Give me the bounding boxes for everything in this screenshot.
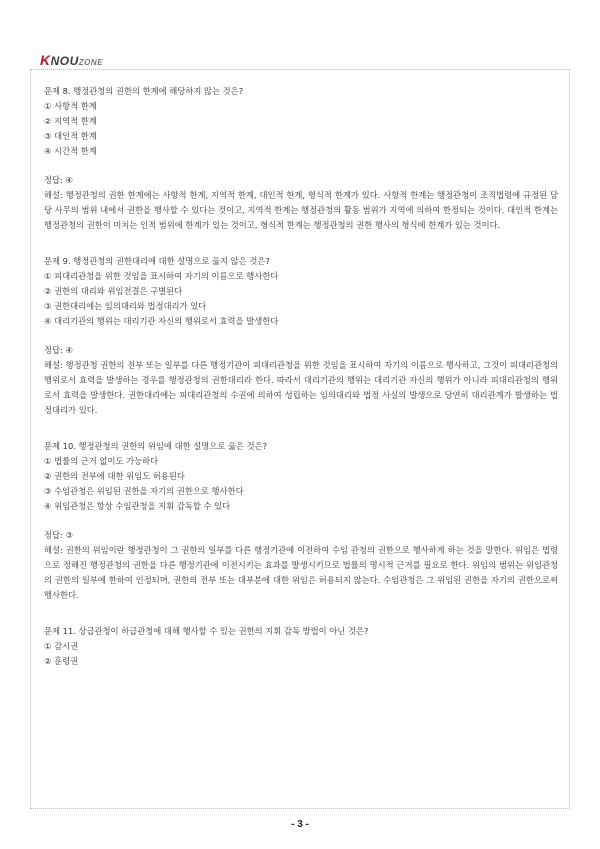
option-2: ② 권한의 전부에 대한 위임도 허용된다 <box>44 471 185 481</box>
option-1: ① 감시권 <box>44 641 79 651</box>
option-3: ③ 대인적 한계 <box>44 131 97 141</box>
answer-text: 정답: ④ <box>44 175 73 185</box>
page-content <box>44 84 558 669</box>
option-2: ② 훈령권 <box>44 656 79 666</box>
explanation-text: 해설: 권한의 위임이란 행정관청이 그 권한의 일부를 다른 행정기관에 이전하여 수임 관청의 권한으로 행사하게 하는 것을 말한다. 위임은 법령으로 정해진 행정관청의 권한을 다른 행정기관에 이전시키는 효과를 발생시키므로 법률의 명시적 근거를 필요로 한다. 위임의 범위는 위임관청의 권한의 일부에 한하여 인정되며, 권한의 전부 또는 대부분에 대한 위임은 허용되지 않는다. 수임관청은 그 위임된 권한을 자기의 권한으로써 행사한다. <box>44 545 558 600</box>
question-block-10 <box>44 439 558 603</box>
question-block-9 <box>44 254 558 418</box>
logo-letter-k: K <box>40 52 51 68</box>
logo-zone: ZONE <box>78 58 104 67</box>
knouzone-logo <box>40 52 103 68</box>
question-text: 문제 9. 행정관청의 권한대리에 대한 설명으로 옳지 않은 것은? <box>44 256 270 266</box>
answer-text: 정답: ③ <box>44 530 73 540</box>
answer-text: 정답: ④ <box>44 345 73 355</box>
logo-text: NOU <box>50 54 79 68</box>
explanation-text: 해설: 행정관청 권한의 전부 또는 일부를 다른 행정기관이 피대리관청을 위한 것임을 표시하여 자기의 이름으로 행사하고, 그것이 피대리관청의 행위로서 효력을 발생하는 경우를 행정관청의 권한대리라 한다. 따라서 대리기관의 행위는 대리기관 자신의 행위가 아니라 피대리관청의 행위로서 효력을 발생한다. 권한대리에는 피대리관청의 수권에 의하여 성립하는 임의대리와 법정 사실의 발생으로 당연히 대리관계가 발생하는 법정대리가 있다. <box>44 360 558 415</box>
option-3: ③ 수임관청은 위임된 권한을 자기의 권한으로 행사한다 <box>44 486 244 496</box>
option-4: ④ 대리기관의 행위는 대리기관 자신의 행위로서 효력을 발생한다 <box>44 316 279 326</box>
option-4: ④ 시간적 한계 <box>44 146 97 156</box>
question-text: 문제 8. 행정관청의 권한의 한계에 해당하지 않는 것은? <box>44 86 244 96</box>
explanation-text: 해설: 행정관청의 권한 한계에는 사항적 한계, 지역적 한계, 대인적 한계, 형식적 한계가 있다. 사항적 한계는 행정관청이 조직법령에 규정된 담당 사무의 범위 내에서 권한을 행사할 수 있다는 것이고, 지역적 한계는 행정관청의 활동 범위가 지역에 의하여 한정되는 것이다. 대인적 한계는 행정관청의 권한이 미치는 인적 범위에 한계가 있는 것이고, 형식적 한계는 행정관청의 권한 행사의 형식에 한계가 있는 것이다. <box>44 190 558 230</box>
option-4: ④ 위임관청은 항상 수임관청을 지휘 감독할 수 있다 <box>44 501 231 511</box>
question-block-11 <box>44 624 558 669</box>
page-number: - 3 - <box>291 819 309 830</box>
question-block-8 <box>44 84 558 233</box>
question-text: 문제 11. 상급관청이 하급관청에 대해 행사할 수 있는 권한의 지휘 감독 방법이 아닌 것은? <box>44 626 369 636</box>
option-3: ③ 권한대리에는 임의대리와 법정대리가 있다 <box>44 301 207 311</box>
option-2: ② 권한의 대리와 위임전결은 구별된다 <box>44 286 183 296</box>
option-1: ① 사항적 한계 <box>44 101 97 111</box>
option-1: ① 피대리관청을 위한 것임을 표시하여 자기의 이름으로 행사한다 <box>44 271 279 281</box>
option-2: ② 지역적 한계 <box>44 116 97 126</box>
question-text: 문제 10. 행정관청의 권한의 위임에 대한 설명으로 옳은 것은? <box>44 441 268 451</box>
option-1: ① 법률의 근거 없이도 가능하다 <box>44 456 159 466</box>
